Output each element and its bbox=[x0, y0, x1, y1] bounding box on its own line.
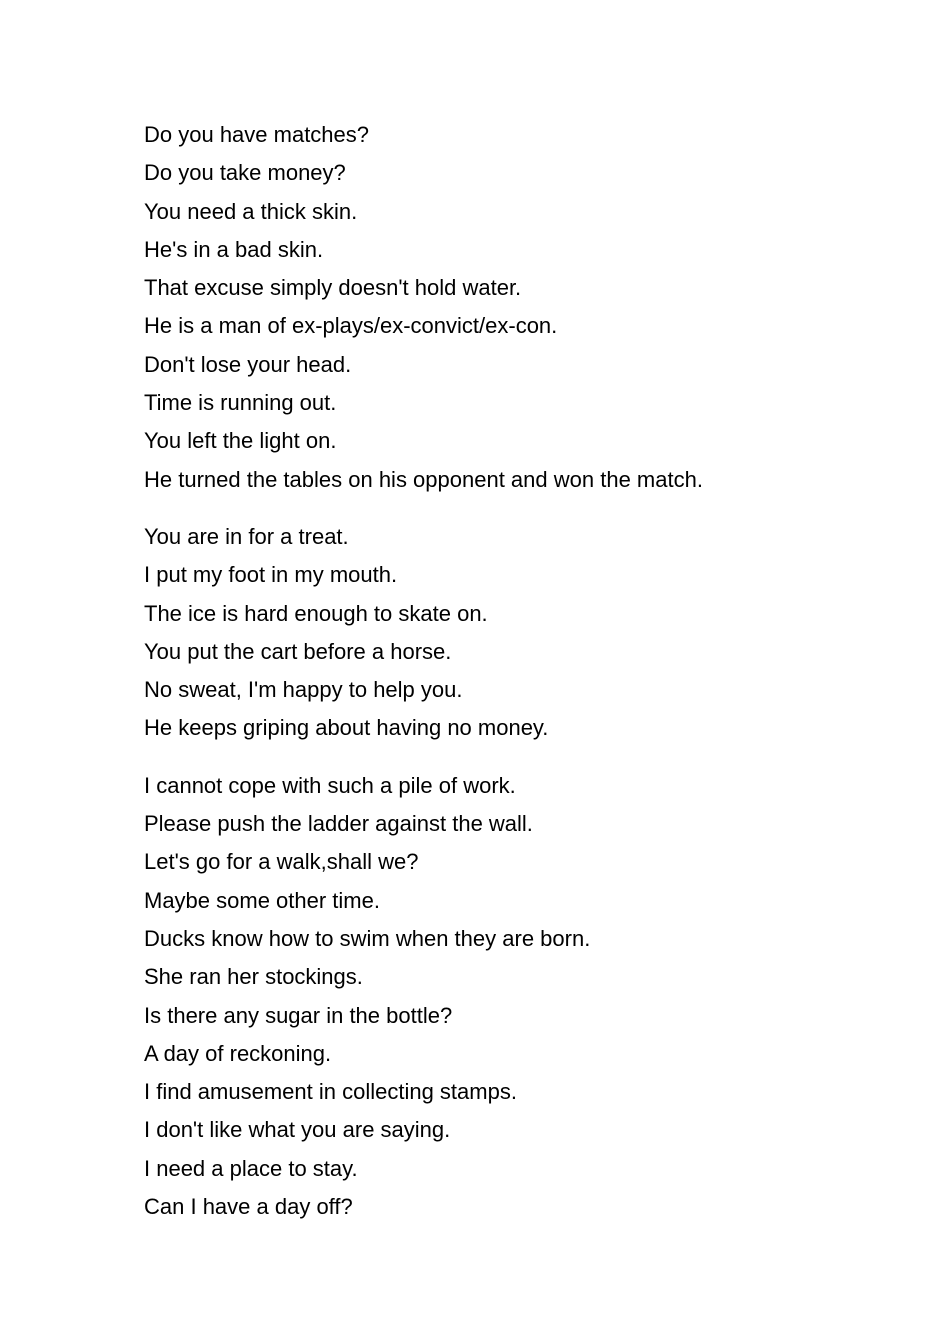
sentence-line: He turned the tables on his opponent and won the match. bbox=[144, 466, 703, 492]
sentence-line: She ran her stockings. bbox=[144, 964, 363, 990]
sentence-line: He's in a bad skin. bbox=[144, 236, 324, 262]
sentence-group-3 bbox=[144, 769, 864, 1229]
sentence-line: Time is running out. bbox=[144, 390, 337, 416]
sentence-line: Please push the ladder against the wall. bbox=[144, 811, 533, 837]
sentence-line: Let's go for a walk,shall we? bbox=[144, 849, 419, 875]
sentence-line: Is there any sugar in the bottle? bbox=[144, 1002, 453, 1028]
sentence-line: That excuse simply doesn't hold water. bbox=[144, 275, 522, 301]
sentence-group-2 bbox=[144, 520, 864, 750]
sentence-line: I need a place to stay. bbox=[144, 1155, 358, 1181]
sentence-group-1 bbox=[144, 118, 864, 501]
sentence-line: You left the light on. bbox=[144, 428, 337, 454]
document-body bbox=[144, 118, 864, 1228]
sentence-line: No sweat, I'm happy to help you. bbox=[144, 677, 463, 703]
sentence-line: He keeps griping about having no money. bbox=[144, 715, 549, 741]
sentence-line: Do you have matches? bbox=[144, 122, 370, 147]
sentence-line: You put the cart before a horse. bbox=[144, 638, 452, 664]
sentence-line: Do you take money? bbox=[144, 160, 346, 186]
sentence-line: I cannot cope with such a pile of work. bbox=[144, 772, 516, 798]
sentence-line: I don't like what you are saying. bbox=[144, 1117, 451, 1143]
sentence-line: I find amusement in collecting stamps. bbox=[144, 1079, 517, 1105]
sentence-line: Ducks know how to swim when they are born. bbox=[144, 925, 591, 951]
sentence-line: A day of reckoning. bbox=[144, 1040, 332, 1066]
sentence-line: You are in for a treat. bbox=[144, 523, 349, 549]
sentence-line: Maybe some other time. bbox=[144, 887, 380, 913]
sentence-line: Can I have a day off? bbox=[144, 1194, 353, 1220]
sentence-line: He is a man of ex-plays/ex-convict/ex-con. bbox=[144, 313, 558, 339]
sentence-line: The ice is hard enough to skate on. bbox=[144, 600, 488, 626]
sentence-line: I put my foot in my mouth. bbox=[144, 562, 398, 588]
sentence-line: Don't lose your head. bbox=[144, 351, 352, 377]
sentence-line: You need a thick skin. bbox=[144, 198, 358, 224]
